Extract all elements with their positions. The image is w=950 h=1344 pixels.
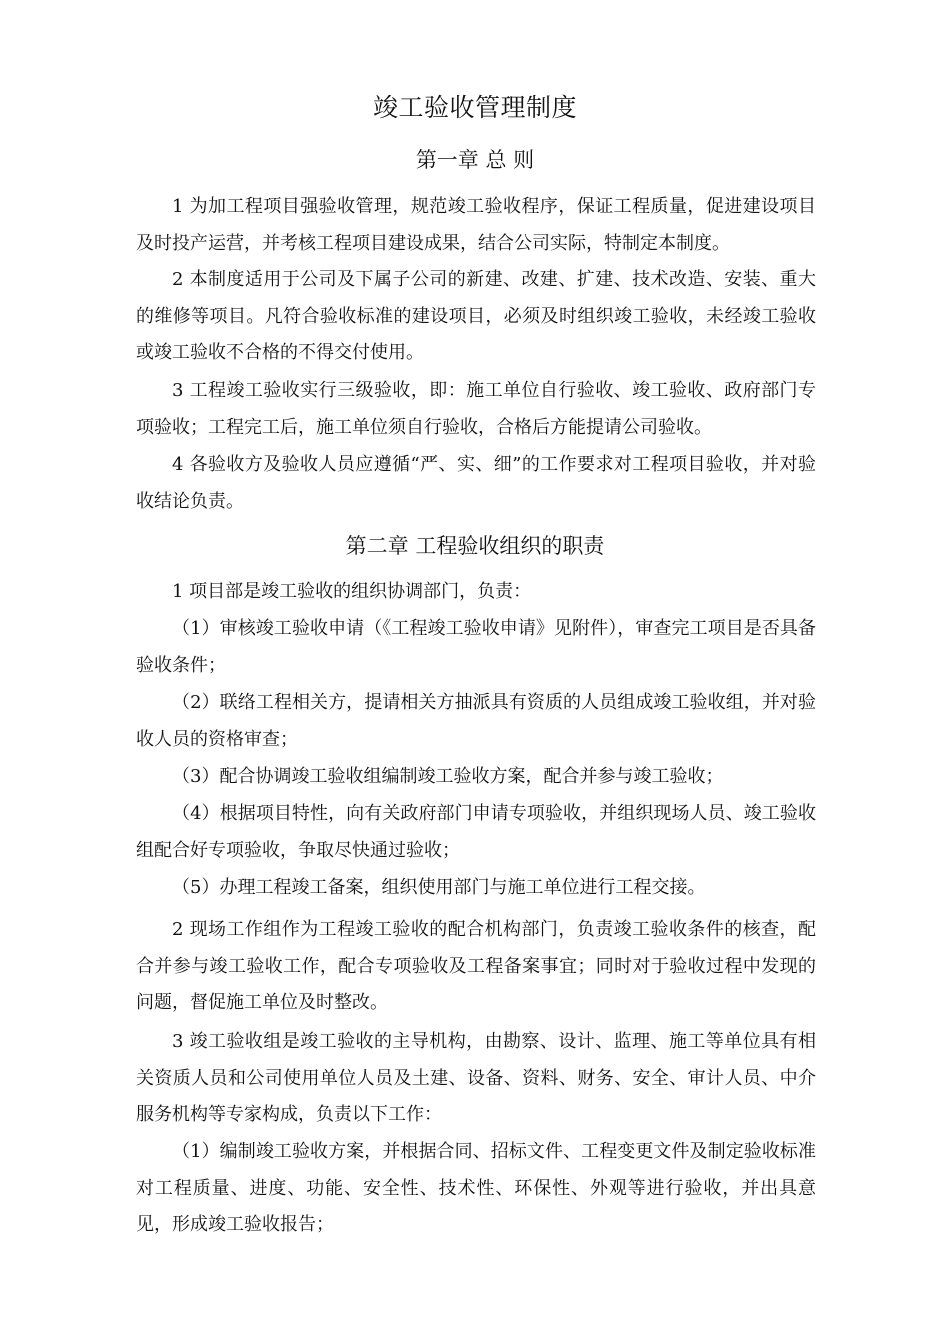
chapter-2-paragraph-1: 1 项目部是竣工验收的组织协调部门，负责： bbox=[172, 581, 532, 602]
chapter-2-heading: 第二章 工程验收组织的职责 bbox=[345, 534, 605, 558]
chapter-1-paragraph-1: 1 为加工程项目强验收管理，规范竣工验收程序，保证工程质量，促进建设项目及时投产运营，并考核工程项目建设成果，结合公司实际，特制定本制度。 bbox=[136, 196, 816, 254]
chapter-2-paragraph-5: （4）根据项目特性，向有关政府部门申请专项验收，并组织现场人员、竣工验收组配合好专项验收，争取尽快通过验收； bbox=[136, 803, 816, 861]
chapter-2-paragraph-3: （2）联络工程相关方，提请相关方抽派具有资质的人员组成竣工验收组，并对验收人员的资格审查； bbox=[136, 692, 816, 750]
chapter-1-paragraph-2: 2 本制度适用于公司及下属子公司的新建、改建、扩建、技术改造、安装、重大的维修等项目。凡符合验收标准的建设项目，必须及时组织竣工验收，未经竣工验收或竣工验收不合格的不得交付使用。 bbox=[136, 269, 816, 363]
chapter-2-paragraph-6: （5）办理工程竣工备案，组织使用部门与施工单位进行工程交接。 bbox=[172, 877, 706, 898]
document-title: 竣工验收管理制度 bbox=[372, 93, 577, 122]
chapter-2-paragraph-7: 2 现场工作组作为工程竣工验收的配合机构部门，负责竣工验收条件的核查，配合并参与竣工验收工作，配合专项验收及工程备案事宜；同时对于验收过程中发现的问题，督促施工单位及时整改。 bbox=[136, 919, 816, 1013]
chapter-2-paragraph-8: 3 竣工验收组是竣工验收的主导机构，由勘察、设计、监理、施工等单位具有相关资质人员和公司使用单位人员及土建、设备、资料、财务、安全、审计人员、中介服务机构等专家构成，负责以下工作： bbox=[136, 1031, 816, 1125]
chapter-2-paragraph-4: （3）配合协调竣工验收组编制竣工验收方案，配合并参与竣工验收； bbox=[172, 766, 724, 787]
chapter-2-paragraph-9: （1）编制竣工验收方案，并根据合同、招标文件、工程变更文件及制定验收标准对工程质量、进度、功能、安全性、技术性、环保性、外观等进行验收，并出具意见，形成竣工验收报告； bbox=[136, 1141, 816, 1235]
chapter-1-paragraph-3: 3 工程竣工验收实行三级验收，即：施工单位自行验收、竣工验收、政府部门专项验收；工程完工后，施工单位须自行验收，合格后方能提请公司验收。 bbox=[136, 380, 816, 438]
chapter-1-paragraph-4: 4 各验收方及验收人员应遵循“严、实、细”的工作要求对工程项目验收，并对验收结论负责。 bbox=[136, 454, 816, 512]
chapter-2-paragraph-2: （1）审核竣工验收申请（《工程竣工验收申请》见附件），审查完工项目是否具备验收条件； bbox=[136, 618, 816, 676]
chapter-1-heading: 第一章 总 则 bbox=[415, 148, 535, 172]
